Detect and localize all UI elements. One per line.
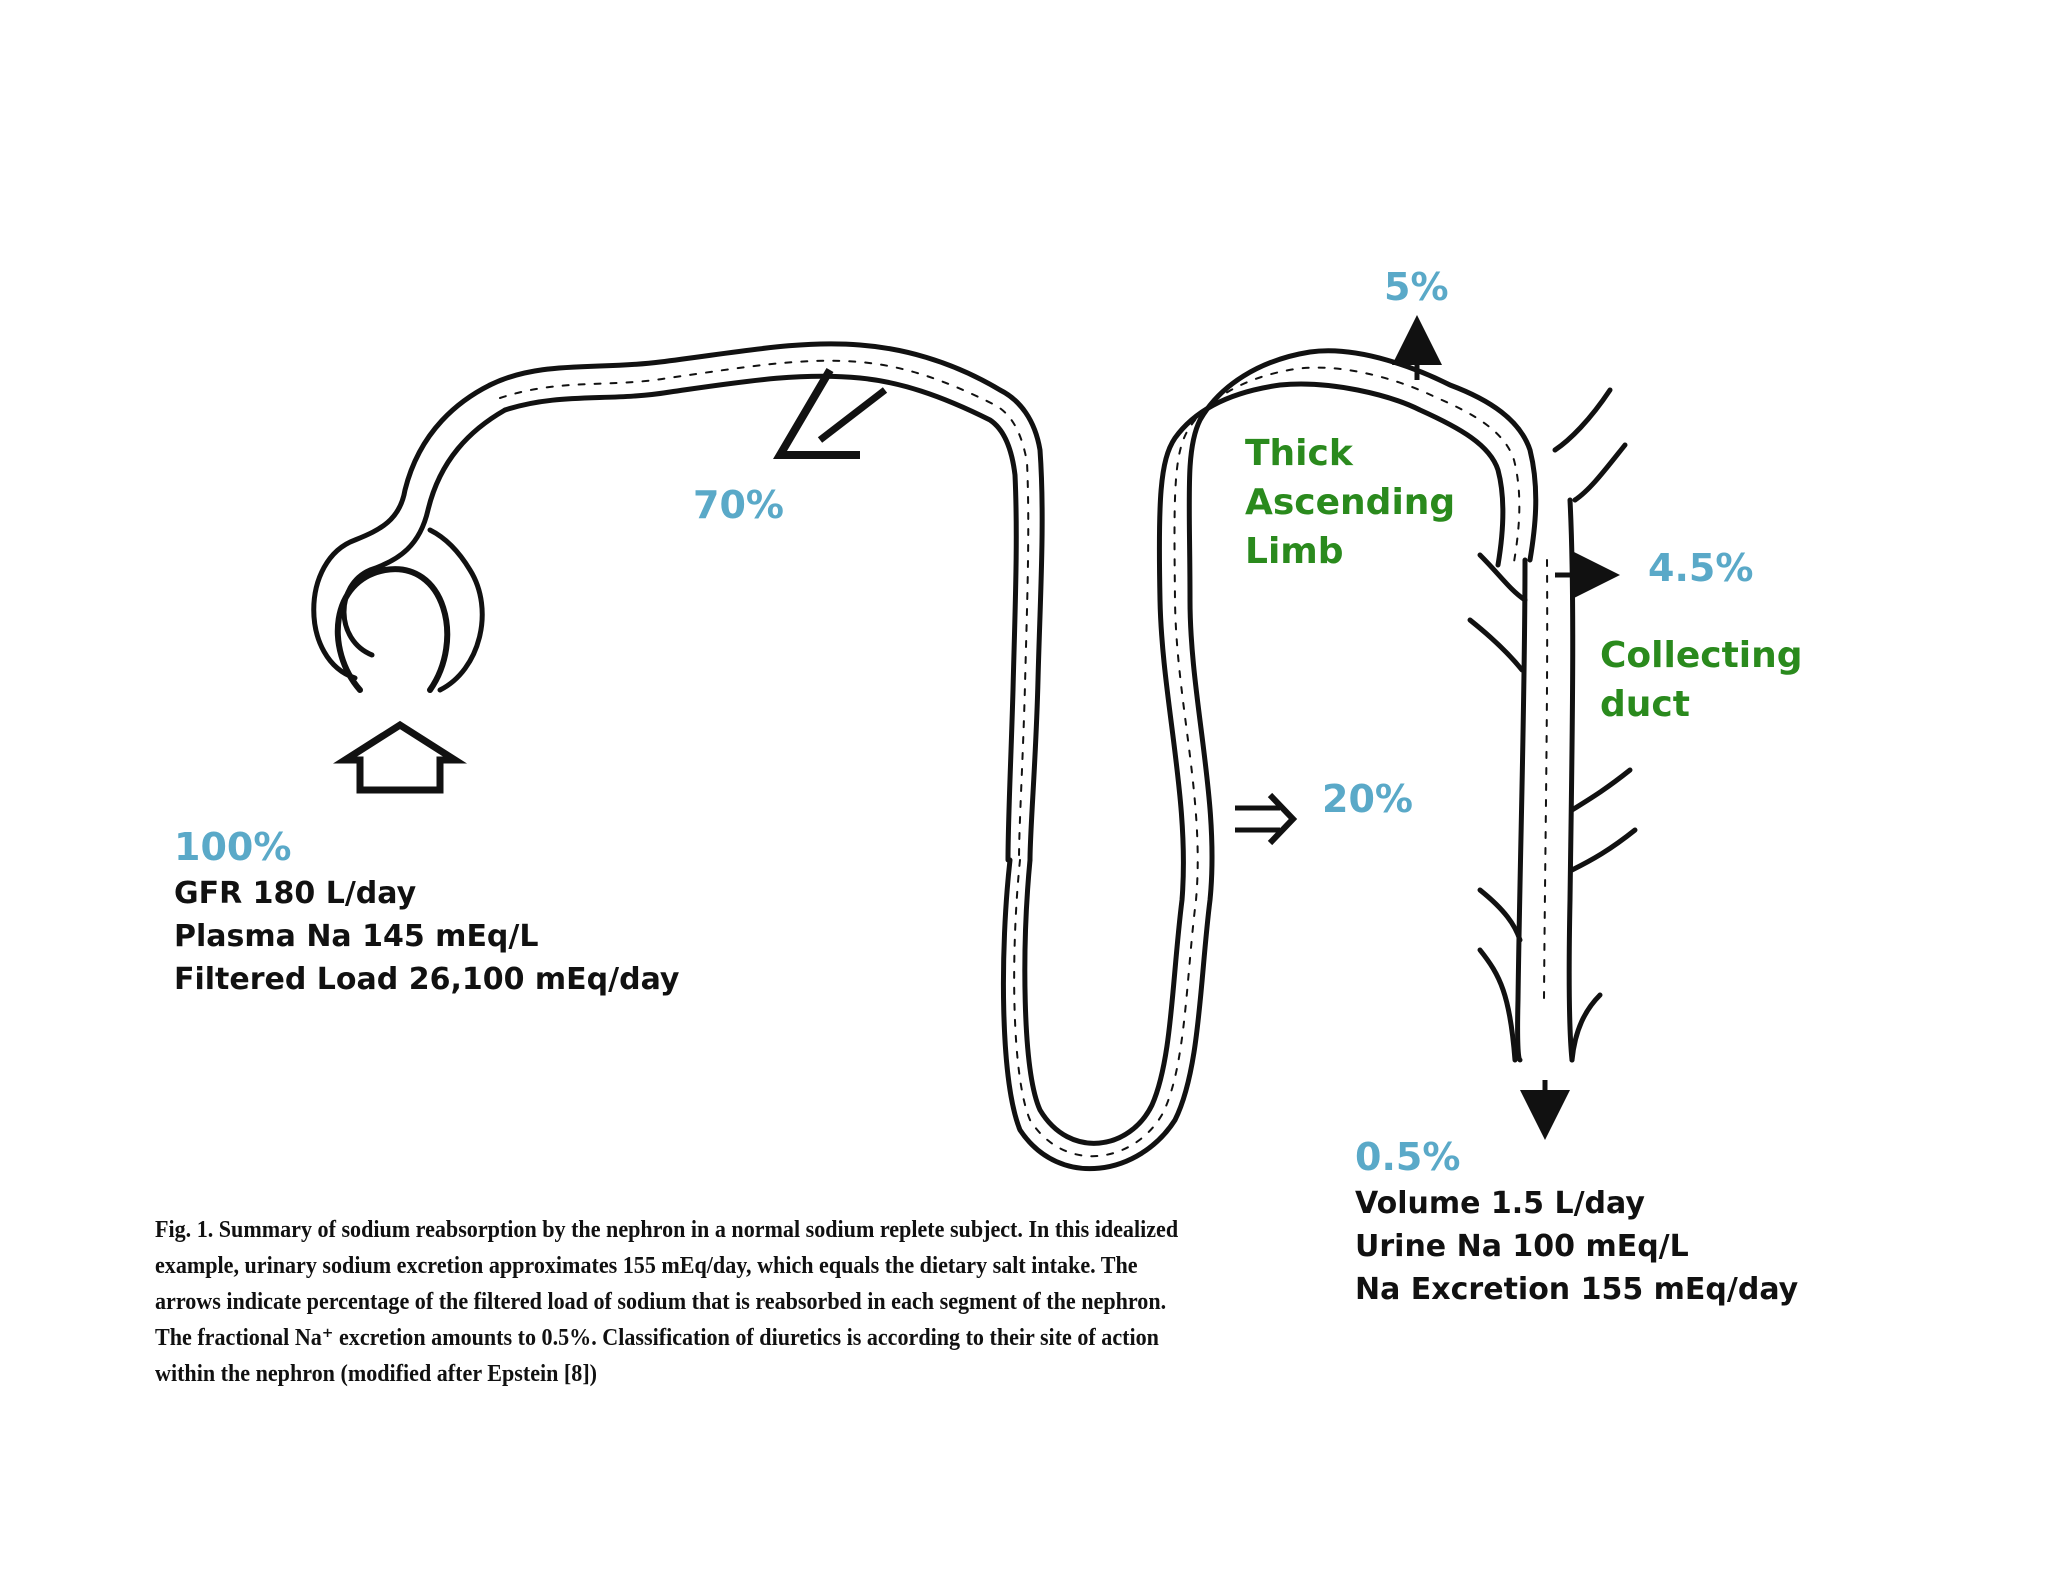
duct-branch-2	[1480, 555, 1525, 600]
duct-branch-5	[1572, 995, 1600, 1060]
filtration-info	[174, 822, 679, 1001]
label-4-5-percent: 4.5%	[1648, 546, 1754, 590]
caption-text: Summary of sodium reabsorption by the nephron in a normal sodium replete subject. In this idealized example, urinary sodium excretion approximates 155 mEq/day, which equals the dietary salt intake. The arrows indicate percentage of the filtered load of sodium that is reabsorbed in each segment of the nephron. The fractional Na⁺ excretion amounts to 0.5%. Classification of diuretics is according to their site of action within the nephron (modified after Epstein [8])	[155, 1217, 1179, 1387]
proximal-tubule-outer	[490, 344, 1042, 860]
collecting-duct-label: Collecting duct	[1600, 635, 1803, 725]
label-5-percent: 5%	[1384, 265, 1449, 309]
label-70-percent: 70%	[693, 483, 784, 527]
figure-caption	[155, 1212, 1204, 1392]
arrow-20-percent	[1235, 795, 1293, 843]
filtration-percent: 100%	[174, 825, 292, 869]
gfr-line: GFR 180 L/day	[174, 876, 417, 911]
label-20-percent: 20%	[1322, 777, 1413, 821]
excretion-percent: 0.5%	[1355, 1135, 1461, 1179]
na-excretion-line: Na Excretion 155 mEq/day	[1355, 1272, 1799, 1307]
volume-line: Volume 1.5 L/day	[1355, 1186, 1645, 1221]
collecting-duct-right	[1569, 500, 1573, 1060]
duct-branch-1	[1555, 390, 1610, 450]
glomerulus-ring	[338, 569, 447, 690]
collecting-duct-left	[1518, 560, 1525, 1060]
proximal-tubule-inner	[505, 376, 1016, 860]
figure-label: Fig. 1.	[155, 1217, 214, 1243]
plasma-na-line: Plasma Na 145 mEq/L	[174, 919, 539, 954]
arrow-100-percent	[345, 725, 455, 790]
arrow-70-percent	[780, 370, 860, 455]
excretion-info	[1355, 1132, 1798, 1311]
filtered-load-line: Filtered Load 26,100 mEq/day	[174, 962, 680, 997]
thick-ascending-limb-label: Thick Ascending Limb	[1245, 433, 1456, 572]
bowman-cup-inner	[430, 530, 482, 690]
urine-na-line: Urine Na 100 mEq/L	[1355, 1229, 1689, 1264]
duct-branch-3	[1572, 770, 1630, 810]
duct-branch-4	[1480, 890, 1520, 940]
